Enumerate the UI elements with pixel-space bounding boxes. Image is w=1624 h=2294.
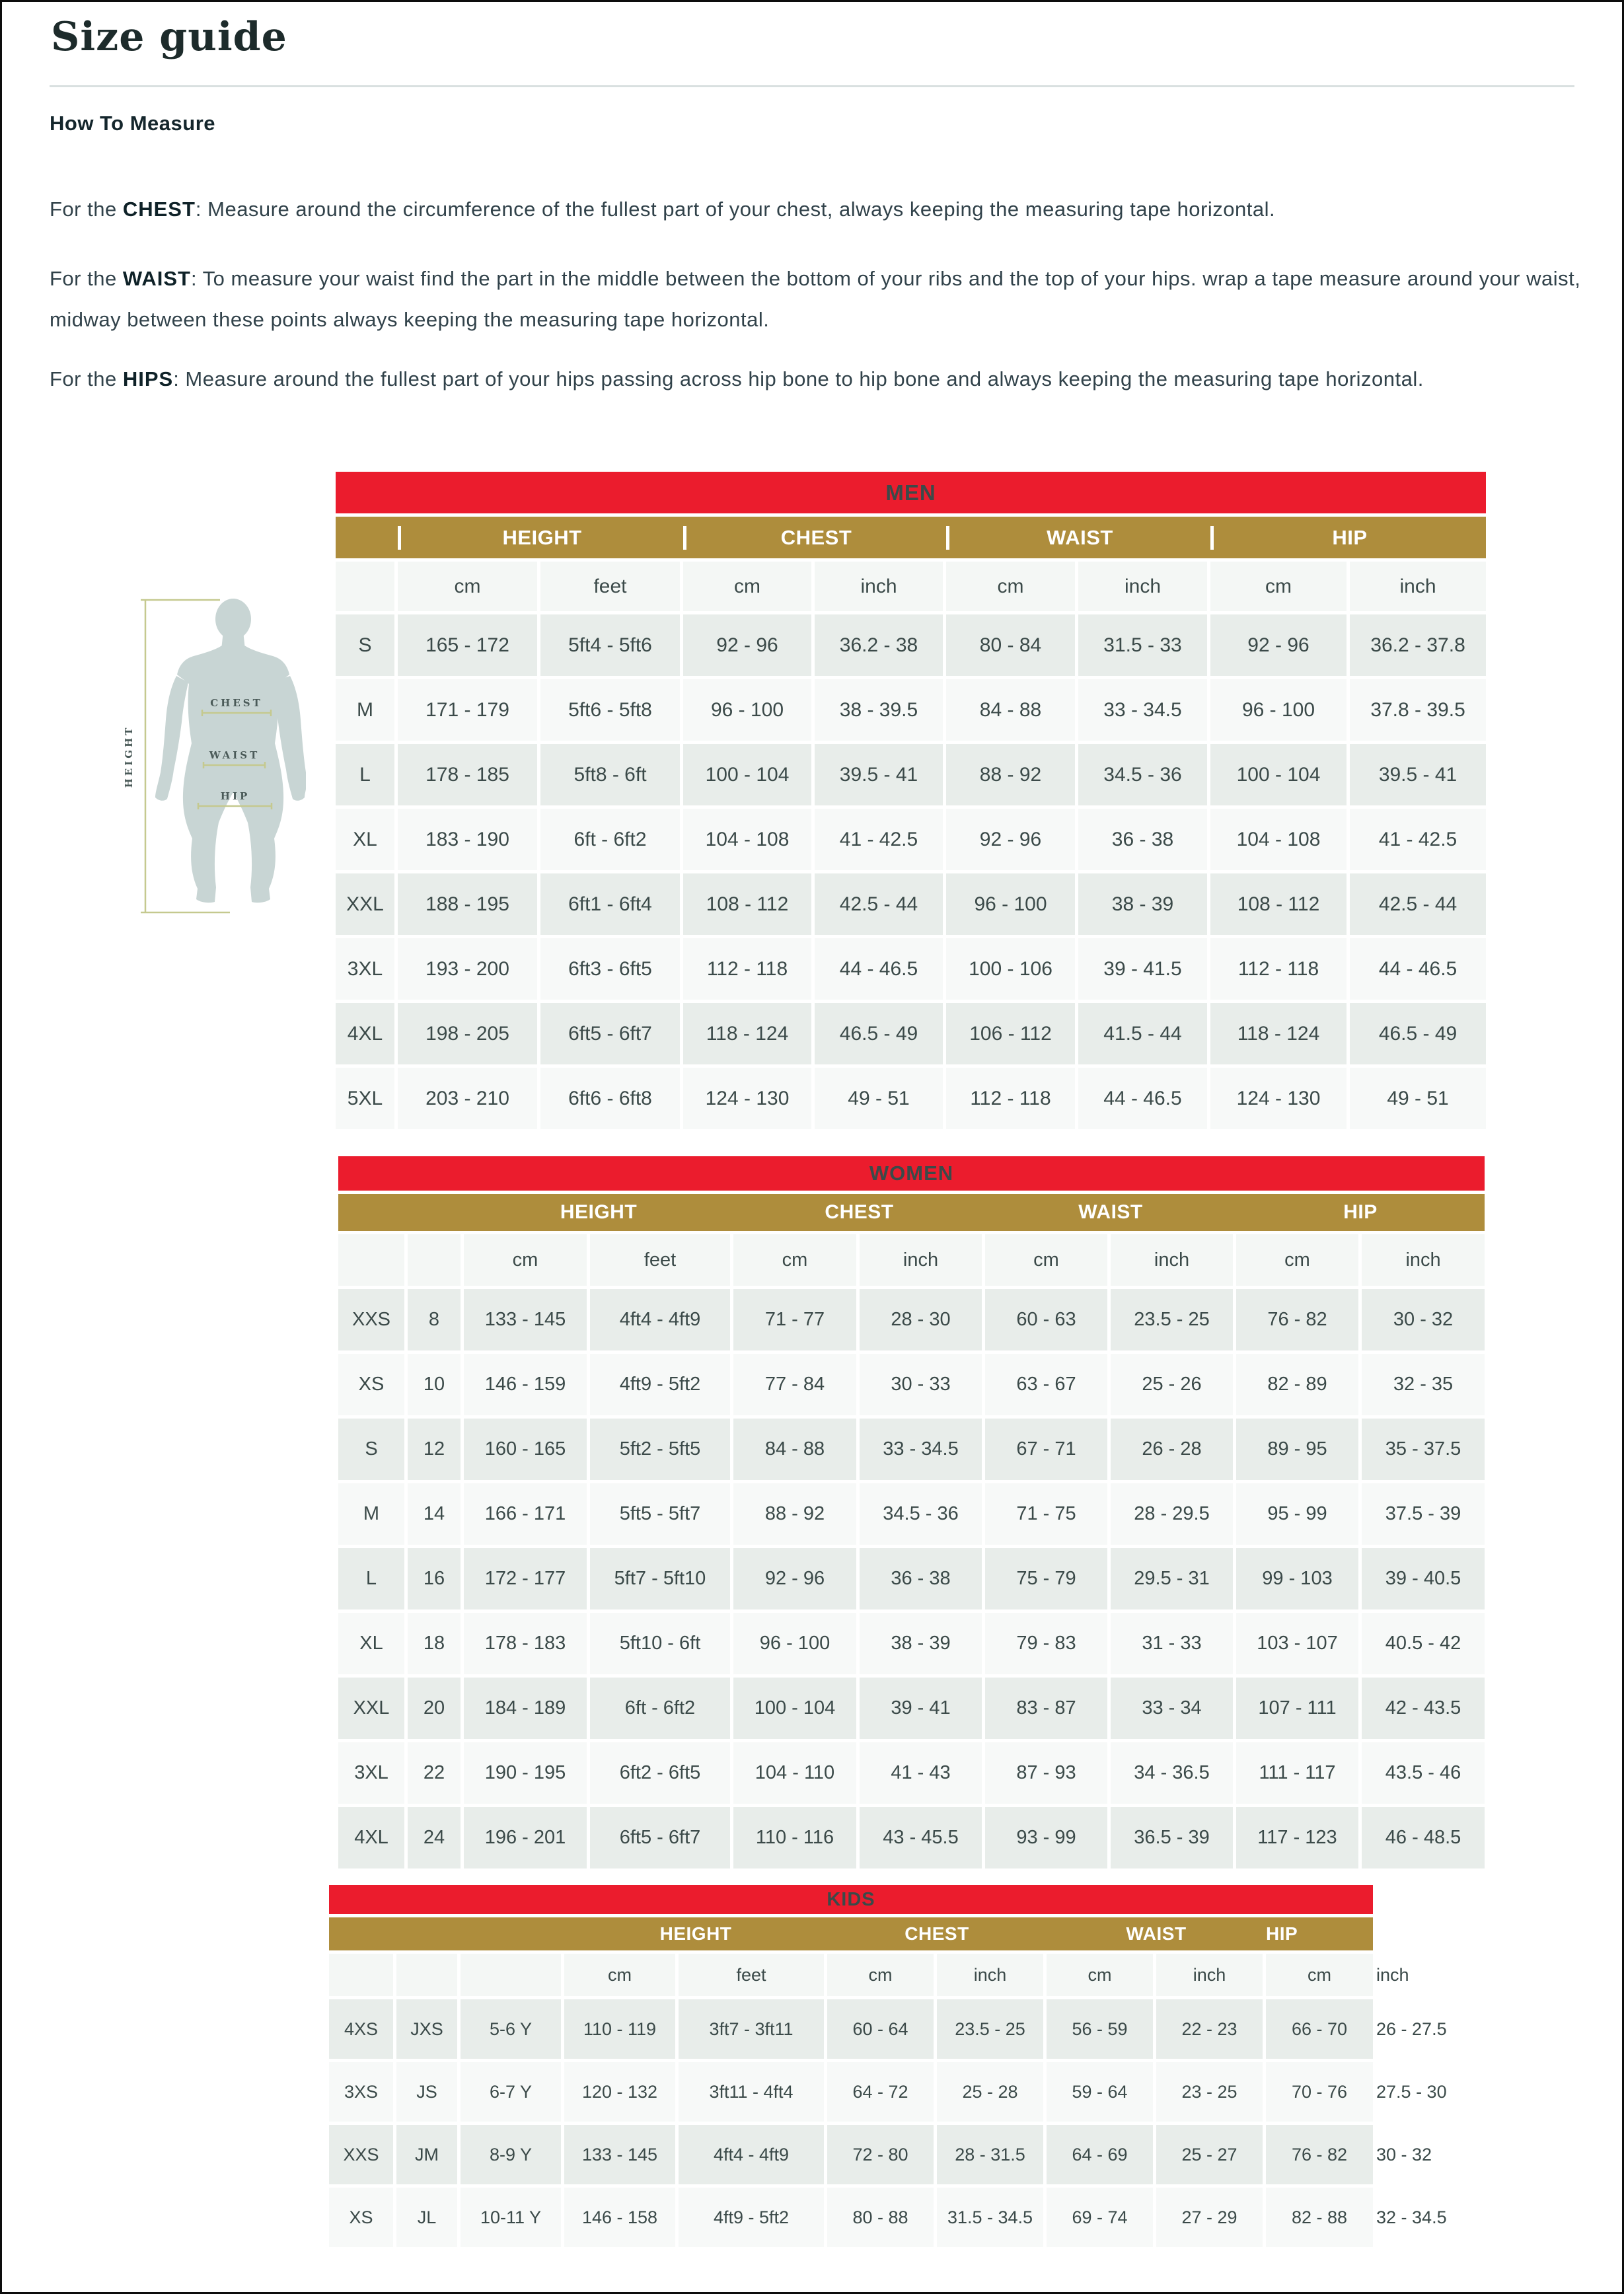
instruction-label: HIPS xyxy=(122,367,174,390)
size-label-cell: XXS xyxy=(338,1289,404,1350)
measurement-cell: 32 - 35 xyxy=(1362,1354,1485,1415)
measurement-cell: 37.8 - 39.5 xyxy=(1350,679,1486,741)
measurement-cell: 42.5 - 44 xyxy=(1350,873,1486,935)
measurement-cell: 178 - 183 xyxy=(464,1613,587,1674)
measurement-cell: 84 - 88 xyxy=(946,679,1075,741)
measurement-cell: 118 - 124 xyxy=(683,1003,811,1064)
measurement-cell: 39.5 - 41 xyxy=(1350,744,1486,805)
measurement-cell: 6ft - 6ft2 xyxy=(540,809,680,870)
instruction-text: : Measure around the circumference of the fullest part of your chest, always keeping the measuring tape horizontal. xyxy=(195,198,1276,221)
size-row-3xl xyxy=(336,938,1486,1000)
measurement-cell: 99 - 103 xyxy=(1236,1548,1358,1610)
size-label-cell: M xyxy=(338,1483,404,1545)
size-label-cell: 3XS xyxy=(329,2062,393,2122)
size-row-5xl xyxy=(336,1068,1486,1129)
measurement-cell: 69 - 74 xyxy=(1047,2188,1153,2247)
measurement-cell: 193 - 200 xyxy=(398,938,537,1000)
measurement-cell: 190 - 195 xyxy=(464,1742,587,1804)
body-measurement-diagram xyxy=(114,597,306,917)
unit-label: inch xyxy=(1111,1234,1233,1286)
measurement-cell: 104 - 108 xyxy=(683,809,811,870)
measurement-cell: 76 - 82 xyxy=(1236,1289,1358,1350)
size-label-cell: 14 xyxy=(408,1483,461,1545)
measurement-cell: 111 - 117 xyxy=(1236,1742,1358,1804)
measurement-cell: 92 - 96 xyxy=(683,614,811,676)
measurement-cell: 112 - 118 xyxy=(946,1068,1075,1129)
measurement-cell: 165 - 172 xyxy=(398,614,537,676)
measurement-cell: 67 - 71 xyxy=(985,1419,1107,1480)
how-to-measure-heading: How To Measure xyxy=(50,112,216,135)
measurement-cell: 41 - 42.5 xyxy=(1350,809,1486,870)
size-label-cell: XS xyxy=(329,2188,393,2247)
measurement-cell: 4ft9 - 5ft2 xyxy=(590,1354,730,1415)
measurement-cell: 38 - 39 xyxy=(1078,873,1207,935)
male-silhouette-icon xyxy=(114,597,306,917)
measurement-cell: 171 - 179 xyxy=(398,679,537,741)
measurement-cell: 38 - 39 xyxy=(860,1613,982,1674)
measurement-cell: 89 - 95 xyxy=(1236,1419,1358,1480)
measurement-cell: 80 - 88 xyxy=(827,2188,934,2247)
measurement-cell: 103 - 107 xyxy=(1236,1613,1358,1674)
unit-label: inch xyxy=(1078,562,1207,611)
group-header-chest: CHEST xyxy=(904,1923,969,1944)
measurement-cell: 36 - 38 xyxy=(1078,809,1207,870)
instruction-label: WAIST xyxy=(122,267,191,290)
measurement-cell: 28 - 29.5 xyxy=(1111,1483,1233,1545)
size-label-cell: L xyxy=(338,1548,404,1610)
size-row-xs: XS JL 10-11 Y 146 - 158 4ft9 - 5ft2 80 - 88 31.5 - 34.5 69 - 74 27 - 29 82 - 88 32 - 34.5 xyxy=(329,2188,1376,2247)
group-header-height: HEIGHT xyxy=(659,1923,732,1944)
unit-blank-cell xyxy=(408,1234,461,1286)
size-row-xl xyxy=(336,809,1486,870)
measurement-cell: 82 - 89 xyxy=(1236,1354,1358,1415)
measurement-cell: 104 - 108 xyxy=(1210,809,1347,870)
measurement-cell: 46.5 - 49 xyxy=(815,1003,943,1064)
size-label-cell: 4XS xyxy=(329,1999,393,2059)
unit-label: cm xyxy=(946,562,1075,611)
measurement-cell: 22 - 23 xyxy=(1156,1999,1263,2059)
measurement-cell: 33 - 34.5 xyxy=(860,1419,982,1480)
measurement-cell: 25 - 26 xyxy=(1111,1354,1233,1415)
measurement-cell: 196 - 201 xyxy=(464,1807,587,1868)
unit-label: inch xyxy=(1350,562,1486,611)
measurement-cell: 64 - 72 xyxy=(827,2062,934,2122)
group-header-strip xyxy=(329,1923,1373,1944)
measurement-cell: 31.5 - 33 xyxy=(1078,614,1207,676)
measurement-cell: 60 - 63 xyxy=(985,1289,1107,1350)
measurement-cell: 93 - 99 xyxy=(985,1807,1107,1868)
measurement-cell: 96 - 100 xyxy=(946,873,1075,935)
measurement-cell: 49 - 51 xyxy=(1350,1068,1486,1129)
waist-instruction xyxy=(50,258,1596,340)
size-row-4xs: 4XS JXS 5-6 Y 110 - 119 3ft7 - 3ft11 60 - 64 23.5 - 25 56 - 59 22 - 23 66 - 70 26 - 27.5 xyxy=(329,1999,1376,2059)
group-header-height: HEIGHT xyxy=(398,526,683,550)
unit-label: cm xyxy=(564,1954,675,1996)
group-header-strip xyxy=(338,1201,1485,1224)
group-header-hip: HIP xyxy=(1210,526,1486,550)
measurement-cell: 4ft9 - 5ft2 xyxy=(679,2188,824,2247)
instruction-text: : To measure your waist find the part in the middle between the bottom of your ribs and the top of your hips. wrap a tape measure around your waist, midway between these points always keeping the measuring tape horizontal. xyxy=(50,267,1581,331)
measurement-cell: 39 - 40.5 xyxy=(1362,1548,1485,1610)
measurement-cell: 56 - 59 xyxy=(1047,1999,1153,2059)
size-row-m xyxy=(336,679,1486,741)
unit-blank-cell xyxy=(336,562,394,611)
measurement-cell: 39 - 41.5 xyxy=(1078,938,1207,1000)
measurement-cell: 172 - 177 xyxy=(464,1548,587,1610)
measurement-cell: 34.5 - 36 xyxy=(1078,744,1207,805)
measurement-cell: 100 - 106 xyxy=(946,938,1075,1000)
measurement-cell: 5ft6 - 5ft8 xyxy=(540,679,680,741)
group-header-hip: HIP xyxy=(1343,1201,1378,1223)
size-label-cell: S xyxy=(336,614,394,676)
instruction-prefix: For the xyxy=(50,198,123,221)
waist-line-label: WAIST xyxy=(209,749,260,761)
chest-instruction xyxy=(50,189,1596,230)
measurement-cell: 44 - 46.5 xyxy=(1350,938,1486,1000)
measurement-cell: 88 - 92 xyxy=(733,1483,856,1545)
measurement-cell: 108 - 112 xyxy=(683,873,811,935)
measurement-cell: 33 - 34.5 xyxy=(1078,679,1207,741)
unit-label: cm xyxy=(733,1234,856,1286)
size-label-cell: 10 xyxy=(408,1354,461,1415)
group-header-row xyxy=(336,517,1486,558)
measurement-cell: 83 - 87 xyxy=(985,1678,1107,1739)
unit-label: cm xyxy=(398,562,537,611)
measurement-cell: 46 - 48.5 xyxy=(1362,1807,1485,1868)
measurement-cell: 6ft5 - 6ft7 xyxy=(540,1003,680,1064)
group-header-hip: HIP xyxy=(1266,1923,1298,1944)
hip-line-label: HIP xyxy=(220,790,250,802)
measurement-cell: 30 - 32 xyxy=(1362,1289,1485,1350)
divider xyxy=(50,85,1574,87)
unit-label: cm xyxy=(464,1234,587,1286)
measurement-cell: 118 - 124 xyxy=(1210,1003,1347,1064)
hips-instruction xyxy=(50,359,1596,400)
measurement-cell: 112 - 118 xyxy=(1210,938,1347,1000)
table-title-kids: KIDS xyxy=(329,1885,1373,1914)
size-label-cell: 24 xyxy=(408,1807,461,1868)
size-row-xxs xyxy=(338,1289,1485,1350)
measurement-cell: 38 - 39.5 xyxy=(815,679,943,741)
size-row-l xyxy=(338,1548,1485,1610)
measurement-cell: 43 - 45.5 xyxy=(860,1807,982,1868)
measurement-cell: 41.5 - 44 xyxy=(1078,1003,1207,1064)
measurement-cell: 80 - 84 xyxy=(946,614,1075,676)
measurement-cell: 4ft4 - 4ft9 xyxy=(679,2125,824,2184)
measurement-cell: 36 - 38 xyxy=(860,1548,982,1610)
measurement-cell: 96 - 100 xyxy=(1210,679,1347,741)
unit-label: inch xyxy=(860,1234,982,1286)
measurement-cell: 64 - 69 xyxy=(1047,2125,1153,2184)
size-label-cell: 4XL xyxy=(336,1003,394,1064)
size-row-s xyxy=(336,614,1486,676)
measurement-cell: 4ft4 - 4ft9 xyxy=(590,1289,730,1350)
measurement-cell: 34 - 36.5 xyxy=(1111,1742,1233,1804)
size-label-cell: XS xyxy=(338,1354,404,1415)
table-title-women: WOMEN xyxy=(338,1156,1485,1191)
measurement-cell: 96 - 100 xyxy=(733,1613,856,1674)
measurement-cell: 72 - 80 xyxy=(827,2125,934,2184)
unit-blank-cell xyxy=(396,1954,457,1996)
size-label-cell: XXS xyxy=(329,2125,393,2184)
measurement-cell: 44 - 46.5 xyxy=(1078,1068,1207,1129)
measurement-cell: 95 - 99 xyxy=(1236,1483,1358,1545)
size-row-l xyxy=(336,744,1486,805)
size-table-men xyxy=(332,468,1489,1132)
measurement-cell: 120 - 132 xyxy=(564,2062,675,2122)
measurement-cell: 133 - 145 xyxy=(564,2125,675,2184)
measurement-cell: 34.5 - 36 xyxy=(860,1483,982,1545)
measurement-cell: 26 - 28 xyxy=(1111,1419,1233,1480)
unit-label: cm xyxy=(1210,562,1347,611)
size-label-cell: 22 xyxy=(408,1742,461,1804)
measurement-cell: 92 - 96 xyxy=(1210,614,1347,676)
measurement-cell: 5ft4 - 5ft6 xyxy=(540,614,680,676)
size-row-xs xyxy=(338,1354,1485,1415)
instruction-prefix: For the xyxy=(50,367,123,390)
unit-label: cm xyxy=(683,562,811,611)
measurement-cell: 25 - 27 xyxy=(1156,2125,1263,2184)
group-header-waist: WAIST xyxy=(1078,1201,1143,1223)
group-header-waist: WAIST xyxy=(946,526,1210,550)
group-header-row xyxy=(329,1917,1373,1950)
measurement-cell: 37.5 - 39 xyxy=(1362,1483,1485,1545)
size-label-cell: 8-9 Y xyxy=(461,2125,561,2184)
unit-label: cm xyxy=(1047,1954,1153,1996)
unit-label: cm xyxy=(827,1954,934,1996)
size-row-xxs: XXS JM 8-9 Y 133 - 145 4ft4 - 4ft9 72 - 80 28 - 31.5 64 - 69 25 - 27 76 - 82 30 - 32 xyxy=(329,2125,1376,2184)
height-line-label: HEIGHT xyxy=(123,725,135,788)
unit-blank-cell xyxy=(329,1954,393,1996)
measurement-cell: 30 - 33 xyxy=(860,1354,982,1415)
measurement-cell: 100 - 104 xyxy=(683,744,811,805)
measurement-cell: 178 - 185 xyxy=(398,744,537,805)
measurement-cell: 5ft8 - 6ft xyxy=(540,744,680,805)
measurement-cell: 107 - 111 xyxy=(1236,1678,1358,1739)
size-label-cell: XXL xyxy=(336,873,394,935)
size-label-cell: 5XL xyxy=(336,1068,394,1129)
measurement-cell: 104 - 110 xyxy=(733,1742,856,1804)
measurement-cell: 184 - 189 xyxy=(464,1678,587,1739)
unit-label: inch xyxy=(815,562,943,611)
measurement-cell: 23.5 - 25 xyxy=(1111,1289,1233,1350)
measurement-cell: 5ft10 - 6ft xyxy=(590,1613,730,1674)
chest-line-label: CHEST xyxy=(210,697,263,709)
size-table-women xyxy=(335,1153,1488,1872)
unit-label: cm xyxy=(1266,1954,1373,1996)
measurement-cell: 43.5 - 46 xyxy=(1362,1742,1485,1804)
measurement-cell: 106 - 112 xyxy=(946,1003,1075,1064)
measurement-cell: 96 - 100 xyxy=(683,679,811,741)
measurement-cell: 6ft1 - 6ft4 xyxy=(540,873,680,935)
measurement-cell: 44 - 46.5 xyxy=(815,938,943,1000)
size-row-3xs: 3XS JS 6-7 Y 120 - 132 3ft11 - 4ft4 64 - 72 25 - 28 59 - 64 23 - 25 70 - 76 27.5 - 30 xyxy=(329,2062,1376,2122)
size-label-cell: JM xyxy=(396,2125,457,2184)
measurement-cell: 23 - 25 xyxy=(1156,2062,1263,2122)
group-header-row xyxy=(338,1194,1485,1231)
measurement-cell: 183 - 190 xyxy=(398,809,537,870)
measurement-cell: 84 - 88 xyxy=(733,1419,856,1480)
measurement-cell: 28 - 31.5 xyxy=(937,2125,1043,2184)
measurement-cell: 5ft7 - 5ft10 xyxy=(590,1548,730,1610)
measurement-cell: 41 - 42.5 xyxy=(815,809,943,870)
measurement-cell: 71 - 75 xyxy=(985,1483,1107,1545)
size-label-cell: 20 xyxy=(408,1678,461,1739)
measurement-cell: 5ft2 - 5ft5 xyxy=(590,1419,730,1480)
size-label-cell: 6-7 Y xyxy=(461,2062,561,2122)
measurement-cell: 49 - 51 xyxy=(815,1068,943,1129)
unit-blank-cell xyxy=(461,1954,561,1996)
measurement-cell: 36.5 - 39 xyxy=(1111,1807,1233,1868)
size-row-3xl xyxy=(338,1742,1485,1804)
size-row-m xyxy=(338,1483,1485,1545)
measurement-cell: 31.5 - 34.5 xyxy=(937,2188,1043,2247)
measurement-cell: 70 - 76 xyxy=(1266,2062,1373,2122)
size-label-cell: M xyxy=(336,679,394,741)
measurement-cell: 6ft5 - 6ft7 xyxy=(590,1807,730,1868)
measurement-cell: 88 - 92 xyxy=(946,744,1075,805)
size-row-xxl xyxy=(336,873,1486,935)
unit-label: cm xyxy=(985,1234,1107,1286)
measurement-cell: 110 - 116 xyxy=(733,1807,856,1868)
measurement-cell: 5ft5 - 5ft7 xyxy=(590,1483,730,1545)
size-row-4xl xyxy=(336,1003,1486,1064)
size-label-cell: 12 xyxy=(408,1419,461,1480)
measurement-cell: 39.5 - 41 xyxy=(815,744,943,805)
size-label-cell: 3XL xyxy=(336,938,394,1000)
measurement-cell: 29.5 - 31 xyxy=(1111,1548,1233,1610)
size-label-cell: 4XL xyxy=(338,1807,404,1868)
measurement-cell: 87 - 93 xyxy=(985,1742,1107,1804)
page-title: Size guide xyxy=(51,14,287,60)
measurement-cell: 76 - 82 xyxy=(1266,2125,1373,2184)
measurement-cell: 46.5 - 49 xyxy=(1350,1003,1486,1064)
unit-blank-cell xyxy=(338,1234,404,1286)
size-label-cell: 8 xyxy=(408,1289,461,1350)
measurement-cell: 28 - 30 xyxy=(860,1289,982,1350)
size-label-cell: JXS xyxy=(396,1999,457,2059)
measurement-cell: 35 - 37.5 xyxy=(1362,1419,1485,1480)
measurement-cell: 75 - 79 xyxy=(985,1548,1107,1610)
measurement-cell: 110 - 119 xyxy=(564,1999,675,2059)
group-header-height: HEIGHT xyxy=(560,1201,638,1223)
measurement-cell: 92 - 96 xyxy=(733,1548,856,1610)
instruction-text: : Measure around the fullest part of your hips passing across hip bone to hip bone and always keeping the measuring tape horizontal. xyxy=(173,367,1424,390)
measurement-cell: 23.5 - 25 xyxy=(937,1999,1043,2059)
measurement-cell: 198 - 205 xyxy=(398,1003,537,1064)
measurement-cell: 100 - 104 xyxy=(1210,744,1347,805)
size-label-cell: 16 xyxy=(408,1548,461,1610)
size-label-cell: 3XL xyxy=(338,1742,404,1804)
measurement-cell: 79 - 83 xyxy=(985,1613,1107,1674)
measurement-cell: 39 - 41 xyxy=(860,1678,982,1739)
measurement-cell: 3ft11 - 4ft4 xyxy=(679,2062,824,2122)
measurement-cell: 6ft2 - 6ft5 xyxy=(590,1742,730,1804)
size-label-cell: JS xyxy=(396,2062,457,2122)
measurement-cell: 66 - 70 xyxy=(1266,1999,1373,2059)
size-label-cell: 18 xyxy=(408,1613,461,1674)
measurement-cell: 42 - 43.5 xyxy=(1362,1678,1485,1739)
measurement-cell: 31 - 33 xyxy=(1111,1613,1233,1674)
size-table-kids: KIDS HEIGHT CHEST WAIST HIP cm feet cm inch cm inch cm inch 4XS JXS 5-6 Y 110 - 119 3ft7 - 3ft11 60 - 64 23.5 - 25 56 - 59 22 - 23 66 - 70 26 - 27.5 3XS JS 6-7 Y 120 - 132 3ft11 - 4ft4 64 - 72 25 - 28 59 - 64 23 - 25 70 - 76 27.5 - 30 XXS JM 8-9 Y 133 - 145 4ft4 - 4ft9 72 - 80 28 - 31.5 64 - 69 25 - 27 76 - 82 30 - 32 XS JL 10-11 Y 146 - 158 4ft9 - 5ft2 80 - 88 31.5 - 34.5 69 - 74 27 - 29 82 - 88 32 - 34.5 xyxy=(326,1882,1380,2250)
size-row-xl xyxy=(338,1613,1485,1674)
unit-label: inch xyxy=(937,1954,1043,1996)
table-title-men: MEN xyxy=(336,472,1486,513)
unit-label: inch xyxy=(1156,1954,1263,1996)
size-label-cell: XXL xyxy=(338,1678,404,1739)
measurement-cell: 124 - 130 xyxy=(1210,1068,1347,1129)
measurement-cell: 6ft - 6ft2 xyxy=(590,1678,730,1739)
measurement-cell: 77 - 84 xyxy=(733,1354,856,1415)
size-label-cell: L xyxy=(336,744,394,805)
measurement-cell: 6ft3 - 6ft5 xyxy=(540,938,680,1000)
size-label-cell: 5-6 Y xyxy=(461,1999,561,2059)
instruction-label: CHEST xyxy=(122,198,196,221)
measurement-cell: 27 - 29 xyxy=(1156,2188,1263,2247)
unit-label: cm xyxy=(1236,1234,1358,1286)
measurement-cell: 166 - 171 xyxy=(464,1483,587,1545)
size-label-cell: S xyxy=(338,1419,404,1480)
measurement-cell: 117 - 123 xyxy=(1236,1807,1358,1868)
measurement-cell: 92 - 96 xyxy=(946,809,1075,870)
measurement-cell: 3ft7 - 3ft11 xyxy=(679,1999,824,2059)
size-label-cell: JL xyxy=(396,2188,457,2247)
size-label-cell: XL xyxy=(338,1613,404,1674)
measurement-cell: 133 - 145 xyxy=(464,1289,587,1350)
measurement-cell: 41 - 43 xyxy=(860,1742,982,1804)
unit-label: inch xyxy=(1362,1234,1485,1286)
unit-label: feet xyxy=(679,1954,824,1996)
measurement-cell: 40.5 - 42 xyxy=(1362,1613,1485,1674)
size-label-cell: 10-11 Y xyxy=(461,2188,561,2247)
measurement-cell: 60 - 64 xyxy=(827,1999,934,2059)
measurement-cell: 108 - 112 xyxy=(1210,873,1347,935)
measurement-cell: 188 - 195 xyxy=(398,873,537,935)
measurement-cell: 36.2 - 38 xyxy=(815,614,943,676)
measurement-cell: 82 - 88 xyxy=(1266,2188,1373,2247)
measurement-cell: 25 - 28 xyxy=(937,2062,1043,2122)
size-row-4xl xyxy=(338,1807,1485,1868)
group-header-chest: CHEST xyxy=(825,1201,894,1223)
group-header-chest: CHEST xyxy=(683,526,946,550)
measurement-cell: 203 - 210 xyxy=(398,1068,537,1129)
measurement-cell: 6ft6 - 6ft8 xyxy=(540,1068,680,1129)
size-row-xxl xyxy=(338,1678,1485,1739)
measurement-cell: 33 - 34 xyxy=(1111,1678,1233,1739)
measurement-cell: 146 - 159 xyxy=(464,1354,587,1415)
unit-label: feet xyxy=(590,1234,730,1286)
measurement-cell: 59 - 64 xyxy=(1047,2062,1153,2122)
measurement-cell: 124 - 130 xyxy=(683,1068,811,1129)
measurement-cell: 63 - 67 xyxy=(985,1354,1107,1415)
measurement-cell: 36.2 - 37.8 xyxy=(1350,614,1486,676)
measurement-cell: 146 - 158 xyxy=(564,2188,675,2247)
unit-label: feet xyxy=(540,562,680,611)
instruction-prefix: For the xyxy=(50,267,123,290)
group-header-waist: WAIST xyxy=(1126,1923,1187,1944)
measurement-cell: 42.5 - 44 xyxy=(815,873,943,935)
measurement-cell: 71 - 77 xyxy=(733,1289,856,1350)
measurement-cell: 100 - 104 xyxy=(733,1678,856,1739)
group-header-strip xyxy=(336,526,1486,550)
size-label-cell: XL xyxy=(336,809,394,870)
measurement-cell: 160 - 165 xyxy=(464,1419,587,1480)
size-row-s xyxy=(338,1419,1485,1480)
measurement-cell: 112 - 118 xyxy=(683,938,811,1000)
